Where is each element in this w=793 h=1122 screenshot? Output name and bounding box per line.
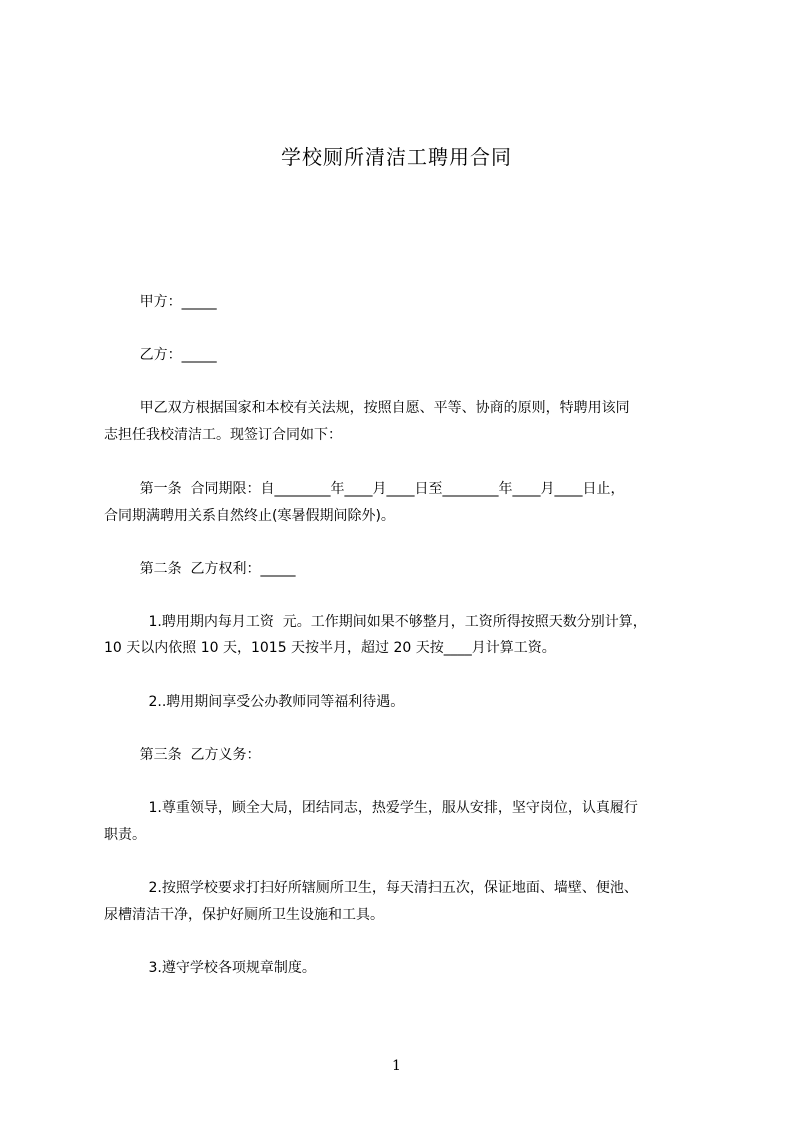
article-2-item-1-line-2: 10 天以内依照 10 天，1015 天按半月，超过 20 天按____月计算工资。 — [104, 640, 556, 656]
document-title: 学校厕所清洁工聘用合同 — [281, 145, 512, 169]
article-3-item-2-line-2: 尿槽清洁干净，保护好厕所卫生设施和工具。 — [104, 907, 384, 923]
page-number: 1 — [392, 1058, 401, 1074]
article-2-heading: 第二条 乙方权利：_____ — [104, 561, 296, 577]
article-2-item-2: 2..聘用期间享受公办教师同等福利待遇。 — [104, 694, 405, 710]
article-3-item-1-line-2: 职责。 — [104, 827, 146, 843]
article-3-item-2-line-1: 2.按照学校要求打扫好所辖厕所卫生，每天清扫五次，保证地面、墙壁、便池、 — [104, 880, 638, 896]
article-3-item-1-line-1: 1.尊重领导，顾全大局，团结同志，热爱学生，服从安排，坚守岗位，认真履行 — [104, 800, 638, 816]
article-1-line-1: 第一条 合同期限：自________年____月____日至________年____月____日止， — [104, 481, 625, 497]
article-3-heading: 第三条 乙方义务： — [104, 747, 261, 763]
article-1-line-2: 合同期满聘用关系自然终止(寒暑假期间除外)。 — [104, 508, 395, 524]
preamble-line-1: 甲乙双方根据国家和本校有关法规，按照自愿、平等、协商的原则，特聘用该同 — [104, 400, 630, 416]
preamble-line-2: 志担任我校清洁工。现签订合同如下： — [104, 427, 342, 443]
party-a-line: 甲方：_____ — [104, 294, 217, 310]
party-b-line: 乙方：_____ — [104, 347, 217, 363]
article-3-item-3: 3.遵守学校各项规章制度。 — [104, 960, 316, 976]
article-2-item-1-line-1: 1.聘用期内每月工资 元。工作期间如果不够整月，工资所得按照天数分别计算， — [104, 614, 647, 630]
